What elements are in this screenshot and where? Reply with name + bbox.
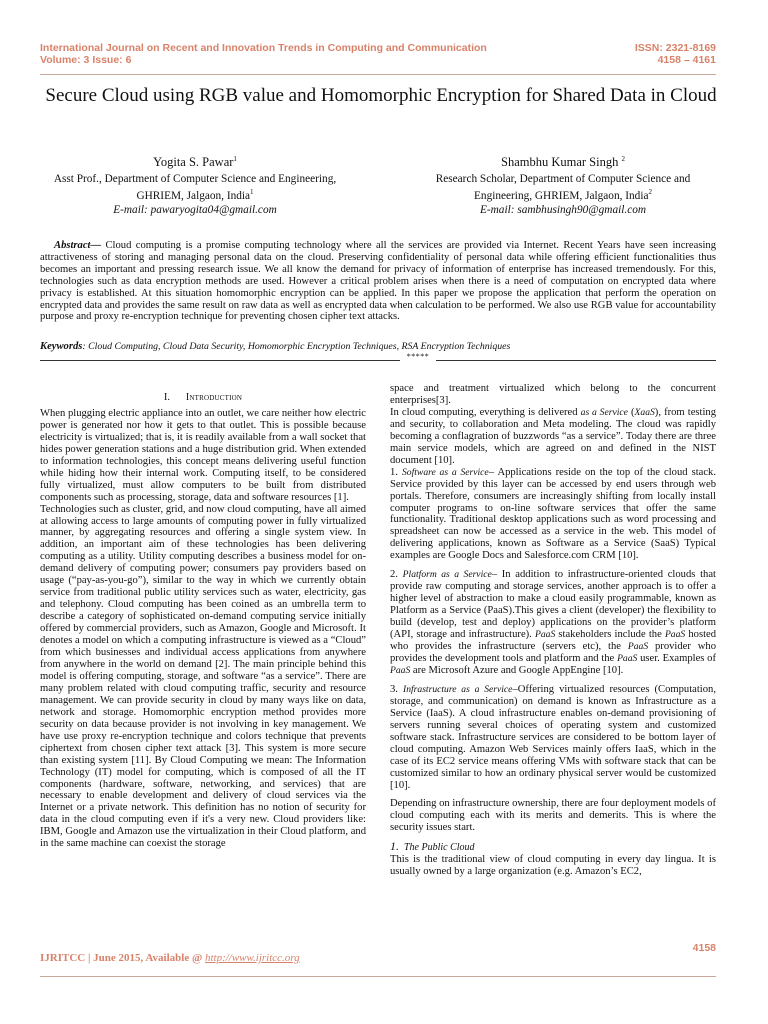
keywords-text: : Cloud Computing, Cloud Data Security, Homomorphic Encryption Techniques, RSA Encryption Techniques: [82, 341, 511, 352]
iaas-text: –Offering virtualized resources (Computation, storage, and communication) on demand is known as Infrastructure as a Service (IaaS). A cloud infrastructure enables on-demand provisioning of servers running several choices of operating system and customized software stack. Infrastructure services are considered to be bottom layer of cloud computing. Amazon Web Services mainly offers IaaS, which in the case of its EC2 service means offering VMs with software stack that can be customized similar to how an ordinary physical server would be customized [10].: [390, 683, 716, 791]
right-paragraph-1: space and treatment virtualized which belong to the concurrent enterprises[3].: [390, 383, 716, 406]
author-1-inst-sup: 1: [250, 188, 254, 197]
footer: [40, 952, 300, 964]
paas-text-a: – In addition to infrastructure-oriented clouds that provide raw computing and storage services, another approach is to offer a higher level of abstraction to make a cloud easily programmable, known as Platform as a Service (PaaS).This gives a client (developer) the flexibility to build (develop, test and deploy) applications on the provider’s platform (API, storage and infrastructure).: [390, 569, 716, 641]
service-intro-italic: as a Service: [580, 406, 628, 418]
journal-pages: 4158 – 4161: [657, 54, 716, 66]
section-heading: [40, 379, 366, 404]
author-2: [398, 153, 728, 217]
author-2-inst-sup: 2: [648, 188, 652, 197]
iaas-paragraph: [390, 684, 716, 792]
author-2-sup: 2: [621, 155, 625, 163]
author-1: [30, 153, 360, 217]
service-intro-text-a: In cloud computing, everything is delivered: [390, 406, 581, 418]
left-column: [40, 379, 366, 850]
paas-italic-3: PaaS: [627, 641, 649, 653]
footer-link[interactable]: http://www.ijritcc.org: [204, 952, 300, 964]
journal-name: International Journal on Recent and Innovation Trends in Computing and Communication: [40, 42, 487, 54]
footer-text: IJRITCC | June 2015, Available @: [40, 952, 205, 964]
paas-text-d: provider who provides the development tools and platform and the: [390, 641, 717, 664]
paas-italic-1: PaaS: [534, 629, 556, 641]
author-2-institution: Engineering, GHRIEM, Jalgaon, India: [474, 190, 649, 203]
page-number: 4158: [692, 942, 716, 954]
iaas-number: 3.: [390, 683, 403, 695]
subsection-heading: [390, 841, 716, 854]
service-intro-paragraph: [390, 407, 716, 467]
right-column: [390, 383, 716, 878]
paas-number: 2.: [390, 569, 403, 581]
paas-italic-5: PaaS: [390, 664, 411, 676]
intro-paragraph-2: Technologies such as cluster, grid, and now cloud computing, have all aimed at allowing access to large amounts of computing power in fully virtualized manner, by aggregating resources and offering a single system view. In addition, an important aim of these technologies has been delivering computing as a utility. Utility computing describes a business model for on-demand delivery of computing power; consumers pay providers based on usage (“pay-as-you-go”), similar to the way in which we currently obtain service from traditional public utility services such as water, electricity, gas and telephony. Cloud computing has been coined as an umbrella term to describe a category of sophisticated on-demand computing service initially offered by commercial providers, such as Amazon, Google and Microsoft. It denotes a model on which a computing infrastructure is viewed as a “Cloud” from which businesses and individual access applications from anywhere from anywhere in the world on demand [2]. The main principle behind this model is offering computing, storage, and software “as a service”. There are many problem related with cloud computing traffic, security and resource management. We can provide security in cloud by many ways like on data, network and storage. Homomorphic encryption method provides more security on data because provider is not involving in key management. We have use proxy re-encryption technique and colors technique that prevents ciphertext from chosen cipher text attack [3]. This system is more secure than existing system [11]. By Cloud Computing we mean: The Information Technology (IT) model for computing, which is composed of all the IT components (hardware, software, networking, and services) that are necessary to enable development and delivery of cloud services via the Internet or a private network. This definition has no notion of security for data in the cloud computing even if it's a very new. Cloud providers like: IBM, Google and Amazon use the virtualization in their Cloud platform, and in the same machine can coexist the storage: [40, 503, 366, 850]
author-1-sup: 1: [233, 155, 237, 163]
author-2-affiliation: Research Scholar, Department of Computer Science and: [435, 172, 691, 185]
separator-line-left: [40, 360, 400, 361]
abstract: [40, 240, 716, 323]
author-1-institution: GHRIEM, Jalgaon, India: [136, 190, 251, 203]
subsection-number: 1.: [390, 839, 399, 854]
deployment-paragraph: Depending on infrastructure ownership, there are four deployment models of cloud computing each with its merits and demerits. This is where the security issues start.: [390, 798, 716, 834]
section-number: I.: [163, 392, 170, 403]
saas-number: 1.: [390, 466, 402, 478]
separator-stars: *****: [406, 352, 430, 361]
paas-text-e: user. Examples of: [637, 652, 716, 664]
abstract-text: Cloud computing is a promise computing technology where all the services are provided via Internet. Recent Years have seen increasing attractiveness of storing and managing personal data on the cloud. Preserving confidentiality of personal data while offering efficient functionalities thus becomes an important and pressing research issue. We all know the demand for privacy of information of enterprise has increased tremendously. For this, technologies such as data encryption methods are used. However a critical problem arises when there is a need of computation on encrypted data where privacy is established. At this situation homomorphic encryption can be applied. In this paper we propose the application that perform the operation on encrypted data and provides the same result on raw data as well as encrypted data when calculation to be performed. We also use RGB value for accountability purpose and proxy re-encryption technique for preventing chosen cipher text attacks.: [40, 240, 716, 323]
journal-issn: ISSN: 2321-8169: [634, 42, 716, 54]
paas-text-c: hosted who provides the infrastructure (servers etc), the: [390, 629, 717, 653]
author-1-affiliation: Asst Prof., Department of Computer Science and Engineering,: [53, 172, 337, 185]
author-1-email: E-mail: pawaryogita04@gmail.com: [113, 203, 277, 216]
journal-volume: Volume: 3 Issue: 6: [40, 54, 132, 66]
paas-label: Platform as a Service: [402, 569, 492, 581]
service-intro-text-c: ), from testing and security, to collaboration and Meta modeling. The cloud was rapidly becoming a conflagration of buzzwords “as a service”. Today there are three main service models, which are agreed on and defined in the NIST document [10].: [390, 406, 716, 466]
separator-line-right: [436, 360, 716, 361]
paas-paragraph: [390, 569, 716, 677]
separator: [40, 352, 716, 366]
service-intro-xaas: XaaS: [634, 406, 655, 418]
public-cloud-paragraph: This is the traditional view of cloud computing in every day lingua. It is usually owned by a large organization (e.g. Amazon’s EC2,: [390, 854, 716, 878]
header-rule: [40, 74, 716, 75]
iaas-label: Infrastructure as a Service: [403, 683, 513, 695]
paper-title: Secure Cloud using RGB value and Homomorphic Encryption for Shared Data in Cloud: [45, 85, 717, 106]
saas-text: – Applications reside on the top of the cloud stack. Service provided by this layer can be accessed by end users through web portals. Therefore, consumers are increasingly shifting from locally install computer programs to on-line software services that offer the same functionality. Traditional desktop applications such as word processing and spreadsheet can now be accessed as a service in the web. This model of delivering applications, known as Software as a Service (SaaS) Typical examples are Google Docs and Salesforce.com CRM [10].: [390, 466, 716, 562]
paas-text-b: stakeholders include the: [555, 629, 665, 641]
paas-italic-4: PaaS: [617, 652, 638, 664]
paas-text-f: are Microsoft Azure and Google AppEngine [10].: [410, 664, 624, 676]
author-2-name: Shambhu Kumar Singh: [501, 155, 619, 170]
keywords-label: Keywords: [40, 341, 83, 352]
footer-rule: [40, 976, 716, 977]
saas-label: Software as a Service: [402, 466, 489, 478]
subsection-title: The Public Cloud: [404, 842, 475, 854]
intro-paragraph-1: When plugging electric appliance into an outlet, we care neither how electric power is generated nor how it gets to that outlet. This is possible because electricity is virtualized; that is, it is readily available from a wall socket that hides power generation stations and a huge distribution grid. When extended to information technologies, this concept means delivering useful function while hiding how their internal work. Computing itself, to be considered fully virtualized, must allow computers to be built from distributed components such as processing, storage, data and software resources [1].: [40, 407, 366, 503]
abstract-label: Abstract—: [54, 240, 102, 251]
service-intro-text-b: (: [627, 406, 635, 418]
paas-italic-2: PaaS: [664, 629, 686, 641]
section-title: Introduction: [185, 392, 243, 403]
author-2-email: E-mail: sambhusingh90@gmail.com: [479, 203, 647, 216]
author-1-name: Yogita S. Pawar: [153, 155, 234, 170]
saas-paragraph: [390, 467, 716, 563]
